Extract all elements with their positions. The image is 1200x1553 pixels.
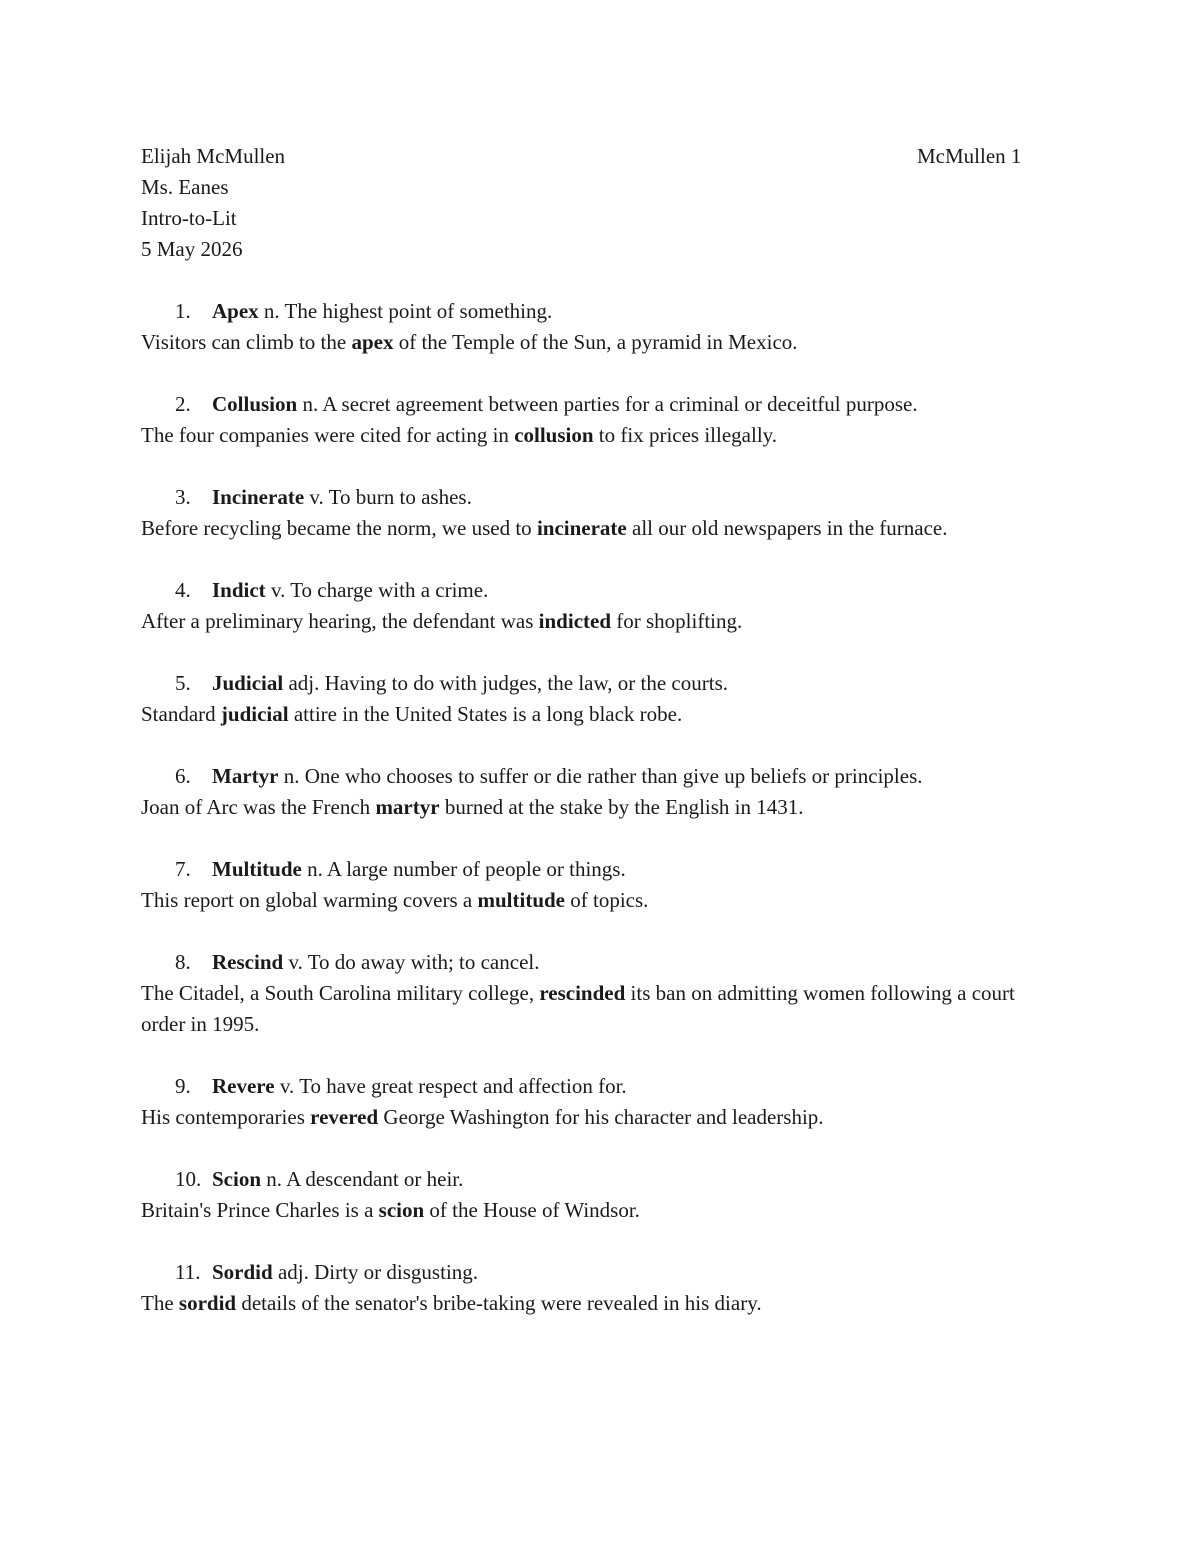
sentence-text: The <box>141 1291 179 1315</box>
vocab-definition: n. A descendant or heir. <box>261 1167 464 1191</box>
sentence-text: for shoplifting. <box>611 609 743 633</box>
entry-number: 11. <box>175 1260 201 1284</box>
entry-number: 1. <box>175 299 191 323</box>
course-name: Intro-to-Lit <box>141 206 237 230</box>
vocab-entry <box>141 575 1071 637</box>
vocab-definition: n. The highest point of something. <box>258 299 553 323</box>
sentence-text: burned at the stake by the English in 1431. <box>439 795 804 819</box>
entry-heading <box>141 761 1071 792</box>
vocab-definition: v. To burn to ashes. <box>304 485 472 509</box>
vocab-definition: v. To charge with a crime. <box>265 578 489 602</box>
entry-number: 3. <box>175 485 191 509</box>
entry-number: 4. <box>175 578 191 602</box>
entry-heading <box>141 1164 1071 1195</box>
running-header: McMullen 1 <box>917 144 1022 168</box>
vocab-entry <box>141 761 1071 823</box>
entry-heading <box>141 1257 1071 1288</box>
example-sentence <box>141 1195 1056 1226</box>
vocab-definition: v. To have great respect and affection for. <box>274 1074 627 1098</box>
vocab-term: Collusion <box>212 392 298 416</box>
sentence-text: The Citadel, a South Carolina military college, <box>141 981 540 1005</box>
entry-number: 5. <box>175 671 191 695</box>
entry-heading <box>141 296 1071 327</box>
sentence-vocab-word: scion <box>378 1198 425 1222</box>
teacher-name: Ms. Eanes <box>141 175 229 199</box>
vocab-term: Rescind <box>212 950 284 974</box>
entry-heading <box>141 1071 1071 1102</box>
sentence-text: attire in the United States is a long black robe. <box>288 702 683 726</box>
assignment-date: 5 May 2026 <box>141 237 243 261</box>
mla-heading <box>141 141 1041 265</box>
sentence-vocab-word: incinerate <box>536 516 627 540</box>
vocab-entry <box>141 668 1071 730</box>
vocab-term: Martyr <box>212 764 279 788</box>
sentence-text: This report on global warming covers a <box>141 888 478 912</box>
entry-number: 9. <box>175 1074 191 1098</box>
sentence-text: Before recycling became the norm, we used to <box>141 516 537 540</box>
vocab-entry <box>141 296 1071 358</box>
sentence-text: of topics. <box>565 888 649 912</box>
vocab-entry <box>141 854 1071 916</box>
entry-number: 2. <box>175 392 191 416</box>
example-sentence <box>141 792 1056 823</box>
vocab-definition: v. To do away with; to cancel. <box>283 950 540 974</box>
sentence-text: After a preliminary hearing, the defendant was <box>141 609 539 633</box>
vocab-entry <box>141 389 1071 451</box>
entry-heading <box>141 389 1071 420</box>
sentence-vocab-word: judicial <box>220 702 289 726</box>
student-name: Elijah McMullen <box>141 144 286 168</box>
example-sentence <box>141 420 1056 451</box>
vocab-definition: n. A secret agreement between parties for a criminal or deceitful purpose. <box>297 392 918 416</box>
entry-heading <box>141 575 1071 606</box>
vocab-term: Multitude <box>212 857 302 881</box>
sentence-text: of the House of Windsor. <box>424 1198 640 1222</box>
vocab-definition: n. One who chooses to suffer or die rather than give up beliefs or principles. <box>278 764 923 788</box>
sentence-vocab-word: martyr <box>375 795 440 819</box>
sentence-vocab-word: indicted <box>538 609 612 633</box>
sentence-text: all our old newspapers in the furnace. <box>626 516 948 540</box>
sentence-text: of the Temple of the Sun, a pyramid in Mexico. <box>393 330 798 354</box>
entry-heading <box>141 854 1071 885</box>
vocab-term: Apex <box>212 299 259 323</box>
example-sentence <box>141 606 1056 637</box>
entry-number: 10. <box>175 1167 202 1191</box>
example-sentence <box>141 327 1056 358</box>
vocab-term: Scion <box>212 1167 262 1191</box>
vocab-term: Sordid <box>212 1260 273 1284</box>
vocab-entry <box>141 1257 1071 1319</box>
sentence-text: The four companies were cited for acting in <box>141 423 515 447</box>
sentence-vocab-word: apex <box>351 330 394 354</box>
vocab-term: Revere <box>212 1074 275 1098</box>
vocab-entry <box>141 1071 1071 1133</box>
sentence-vocab-word: multitude <box>477 888 566 912</box>
entry-number: 8. <box>175 950 191 974</box>
vocab-definition: adj. Dirty or disgusting. <box>272 1260 479 1284</box>
sentence-text: Britain's Prince Charles is a <box>141 1198 379 1222</box>
example-sentence <box>141 885 1056 916</box>
sentence-text: its ban on admitting women following a court order in 1995. <box>141 981 1021 1036</box>
entry-number: 6. <box>175 764 191 788</box>
vocab-term: Judicial <box>212 671 284 695</box>
vocab-entry <box>141 482 1071 544</box>
sentence-vocab-word: revered <box>310 1105 379 1129</box>
sentence-text: His contemporaries <box>141 1105 311 1129</box>
sentence-text: to fix prices illegally. <box>593 423 778 447</box>
sentence-vocab-word: collusion <box>514 423 594 447</box>
sentence-text: details of the senator's bribe-taking were revealed in his diary. <box>236 1291 762 1315</box>
entry-heading <box>141 668 1071 699</box>
sentence-text: Joan of Arc was the French <box>141 795 376 819</box>
example-sentence <box>141 699 1056 730</box>
vocab-definition: n. A large number of people or things. <box>301 857 626 881</box>
vocab-term: Indict <box>212 578 266 602</box>
entry-heading <box>141 482 1071 513</box>
entry-heading <box>141 947 1071 978</box>
vocab-entry <box>141 1164 1071 1226</box>
sentence-vocab-word: sordid <box>178 1291 237 1315</box>
sentence-vocab-word: rescinded <box>539 981 626 1005</box>
example-sentence <box>141 978 1056 1040</box>
example-sentence <box>141 1288 1056 1319</box>
entry-number: 7. <box>175 857 191 881</box>
sentence-text: Standard <box>141 702 221 726</box>
example-sentence <box>141 1102 1056 1133</box>
example-sentence <box>141 513 1056 544</box>
vocab-entry <box>141 947 1071 1040</box>
vocab-term: Incinerate <box>212 485 305 509</box>
sentence-text: Visitors can climb to the <box>141 330 352 354</box>
vocabulary-list <box>141 296 1071 1350</box>
sentence-text: George Washington for his character and leadership. <box>378 1105 824 1129</box>
vocab-definition: adj. Having to do with judges, the law, or the courts. <box>283 671 728 695</box>
